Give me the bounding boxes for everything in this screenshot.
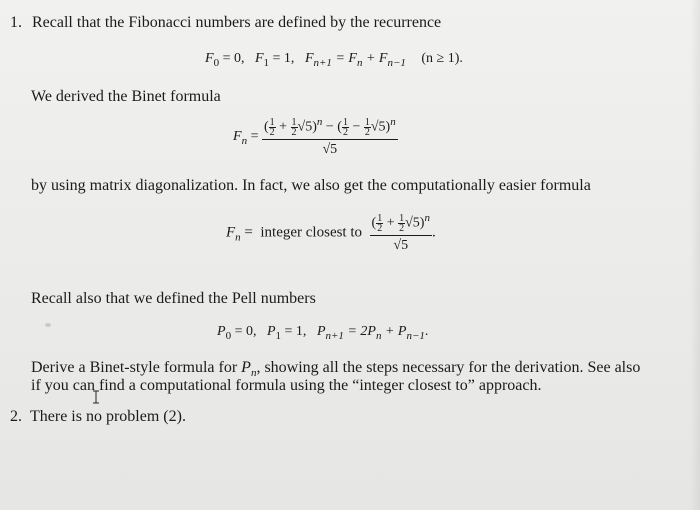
matrix-text: by using matrix diagonalization. In fact, we also get the computationally easier formula (31, 177, 591, 194)
binet-formula (233, 116, 398, 158)
page-shadow (690, 0, 700, 510)
half-num: 1 (269, 116, 275, 128)
problem-1-intro (10, 14, 441, 32)
half-num: 1 (364, 116, 370, 128)
paren-open: ( (263, 119, 269, 135)
half-den: 2 (377, 222, 383, 234)
half-den: 2 (364, 126, 370, 138)
task-line-1a: Derive a Binet-style formula for (31, 359, 242, 376)
sqrt5-term: √5) (405, 215, 425, 231)
closest-lhs: F (226, 224, 236, 241)
intro-text: Recall that the Fibonacci numbers are defined by the recurrence (32, 14, 442, 31)
binet-equals: = (247, 129, 259, 145)
task-line-1b: , showing all the steps necessary for the derivation. See also (256, 359, 641, 376)
half-fraction-4 (364, 118, 371, 137)
problem-2 (10, 408, 186, 426)
task-var: P (241, 359, 251, 376)
fib-f1: F (254, 51, 264, 66)
half-den: 2 (342, 126, 348, 138)
pell-pnm1: + P (381, 324, 407, 339)
fib-f0-sub: 0 (213, 56, 220, 69)
closest-text: = integer closest to (240, 224, 366, 241)
fib-fn1: F (304, 51, 314, 66)
fib-fnm1-sub: n−1 (387, 56, 406, 69)
sqrt5-term-2: √5) (370, 119, 391, 135)
closest-formula (226, 212, 436, 254)
fib-f1-value: = 1, (269, 51, 302, 66)
power-n: n (316, 116, 323, 128)
half-fraction (269, 118, 276, 137)
text-cursor-mark (92, 390, 100, 409)
binet-lhs-sub: n (241, 134, 248, 147)
fib-condition: (n ≥ 1). (421, 51, 463, 66)
fib-fn1-sub: n+1 (313, 56, 332, 69)
pell-p0-sub: 0 (225, 329, 232, 342)
power-n: n (424, 212, 430, 224)
half-den: 2 (399, 222, 405, 234)
closest-lhs-sub: n (235, 231, 241, 244)
paren-open: ( (371, 215, 377, 231)
paper-smudge (45, 323, 51, 327)
fib-fn: = F (331, 51, 357, 66)
pell-pn1-sub: n+1 (325, 329, 344, 342)
pell-pn-sub: n (375, 329, 382, 342)
pell-p1-sub: 1 (275, 329, 282, 342)
pell-pnm1-sub: n−1 (406, 329, 425, 342)
fib-fnm1: + F (362, 51, 388, 66)
sqrt5-term: √5) (297, 119, 317, 135)
pell-2pn: = 2P (343, 324, 376, 339)
pell-p1-value: = 1, (281, 324, 314, 339)
pell-label: Recall also that we defined the Pell numbers (31, 290, 316, 307)
closest-fraction (370, 212, 432, 254)
problem-1-number: 1. (10, 14, 22, 31)
plus-sign: + (383, 215, 399, 231)
closest-denominator: √5 (393, 237, 409, 253)
minus-sign-2: − (348, 119, 364, 135)
half-fraction-3 (342, 118, 349, 137)
half-num: 1 (399, 212, 405, 224)
task-line-2: if you can find a computational formula using the “integer closest to” approach. (31, 377, 542, 394)
fib-f0: F (205, 51, 214, 66)
minus-sign: − ( (322, 119, 342, 135)
binet-numerator (262, 116, 398, 140)
binet-denominator: √5 (322, 141, 338, 157)
pell-p0-value: = 0, (231, 324, 264, 339)
half-den: 2 (291, 126, 297, 138)
half-num: 1 (377, 212, 383, 224)
power-n-2: n (390, 116, 396, 128)
pell-p0: P (217, 324, 226, 339)
pell-end: . (424, 324, 429, 339)
binet-fraction (262, 116, 398, 158)
fibonacci-recurrence (205, 51, 463, 69)
fib-f1-sub: 1 (263, 56, 270, 69)
plus-sign: + (275, 119, 291, 135)
task-var-sub: n (250, 367, 257, 380)
half-den: 2 (269, 126, 275, 138)
problem-2-text: There is no problem (2). (30, 408, 186, 425)
closest-period: . (431, 224, 436, 241)
fib-f0-value: = 0, (219, 51, 252, 66)
half-fraction-2 (291, 118, 298, 137)
half-num: 1 (291, 116, 297, 128)
pell-pn1: P (316, 324, 326, 339)
binet-lhs: F (233, 129, 242, 145)
problem-2-number: 2. (10, 408, 22, 425)
closest-numerator (370, 212, 432, 236)
pell-p1: P (266, 324, 276, 339)
pell-recurrence (217, 324, 428, 342)
half-num: 1 (342, 116, 348, 128)
fib-fn-sub: n (356, 56, 363, 69)
binet-label: We derived the Binet formula (31, 88, 221, 105)
